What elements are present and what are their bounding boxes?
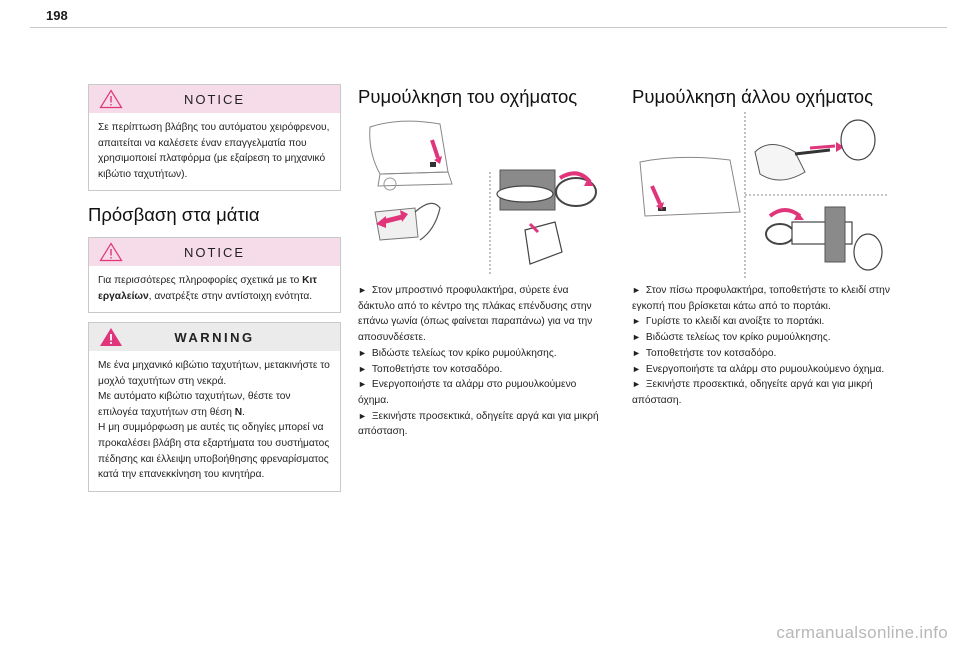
bullet-arrow-icon: ► [632,332,641,343]
list-item: ► Βιδώστε τελείως τον κρίκο ρυμούλκησης. [358,347,557,359]
bullet-arrow-icon: ► [358,410,367,421]
notice-header [89,85,340,113]
top-divider [30,27,947,28]
list-item: ► Ξεκινήστε προσεκτικά, οδηγείτε αργά και για μικρή απόσταση. [358,410,599,438]
bullet-arrow-icon: ► [632,379,641,390]
watermark: carmanualsonline.info [776,623,948,642]
warning-triangle-icon [99,327,123,347]
rear-towing-illustration [630,112,890,282]
bullet-arrow-icon: ► [358,363,367,374]
toolkit-link-text: Κιτ εργαλείων [98,275,317,302]
warning-line-3: Η μη συμμόρφωση με αυτές τις οδηγίες μπορεί να προκαλέσει βλάβη στα εξαρτήματα του συστήματος πέδησης και έλλειψη υποβοήθησης φρεναρίσματος κατά την επανεκκίνηση του κινητήρα. [98,422,330,481]
warning-header [89,323,340,351]
bullet-arrow-icon: ► [632,316,641,327]
notice-header [89,238,340,266]
list-item: ► Τοποθετήστε τον κοτσαδόρο. [358,363,503,375]
notice-toolkit-box [88,237,341,313]
access-heading: Πρόσβαση στα μάτια [88,204,260,225]
notice-title: NOTICE [183,91,246,107]
list-item: ► Γυρίστε το κλειδί και ανοίξτε το πορτάκι. [632,316,825,328]
bullet-arrow-icon: ► [358,379,367,390]
own-vehicle-heading: Ρυμούλκηση του οχήματος [358,86,578,107]
bullet-arrow-icon: ► [358,347,367,358]
list-item: ► Στον μπροστινό προφυλακτήρα, σύρετε ένα δάκτυλο από το κέντρο της πλάκας επένδυσης στην επάνω γωνία (όπως φαίνεται παραπάνω) για να την αποσυνδέσετε. [358,285,593,344]
warning-line-2: Με αυτόματο κιβώτιο ταχυτήτων, θέστε τον επιλογέα ταχυτήτων στη θέση N. [98,391,291,418]
list-item: ► Στον πίσω προφυλακτήρα, τοποθετήστε το κλειδί στην εγκοπή που βρίσκεται κάτω από το πορτάκι. [632,285,890,312]
notice-triangle-icon [99,89,123,109]
page-number: 198 [46,8,68,23]
warning-line-1: Με ένα μηχανικό κιβώτιο ταχυτήτων, μετακινήστε το μοχλό ταχυτήτων στη νεκρά. [98,360,330,387]
notice-damage-box [88,84,341,191]
other-vehicle-steps [632,283,892,409]
list-item: ► Ενεργοποιήστε τα αλάρμ στο ρυμουλκούμενο όχημα. [632,363,885,375]
list-item: ► Ξεκινήστε προσεκτικά, οδηγείτε αργά και για μικρή απόσταση. [632,379,873,406]
notice-text: Σε περίπτωση βλάβης του αυτόματου χειρόφρενου, απαιτείται να καλέσετε έναν επαγγελματία που χρησιμοποιεί πλατφόρμα (με εξαίρεση το μηχανικό κιβώτιο ταχυτήτων). [98,122,330,180]
own-vehicle-steps [358,283,603,440]
warning-box [88,322,341,492]
notice-triangle-icon [99,242,123,262]
list-item: ► Τοποθετήστε τον κοτσαδόρο. [632,347,777,359]
bullet-arrow-icon: ► [632,347,641,358]
bullet-arrow-icon: ► [358,285,367,295]
front-towing-illustration [360,112,605,277]
bullet-arrow-icon: ► [632,363,641,374]
bullet-arrow-icon: ► [632,285,641,295]
list-item: ► Ενεργοποιήστε τα αλάρμ στο ρυμουλκούμενο όχημα. [358,379,577,406]
list-item: ► Βιδώστε τελείως τον κρίκο ρυμούλκησης. [632,332,831,344]
notice-title: NOTICE [183,244,246,260]
warning-title: WARNING [174,329,255,345]
notice-text: Για περισσότερες πληροφορίες σχετικά με το Κιτ εργαλείων, ανατρέξτε στην αντίστοιχη ενότητα. [98,275,317,302]
other-vehicle-heading: Ρυμούλκηση άλλου οχήματος [632,86,874,107]
